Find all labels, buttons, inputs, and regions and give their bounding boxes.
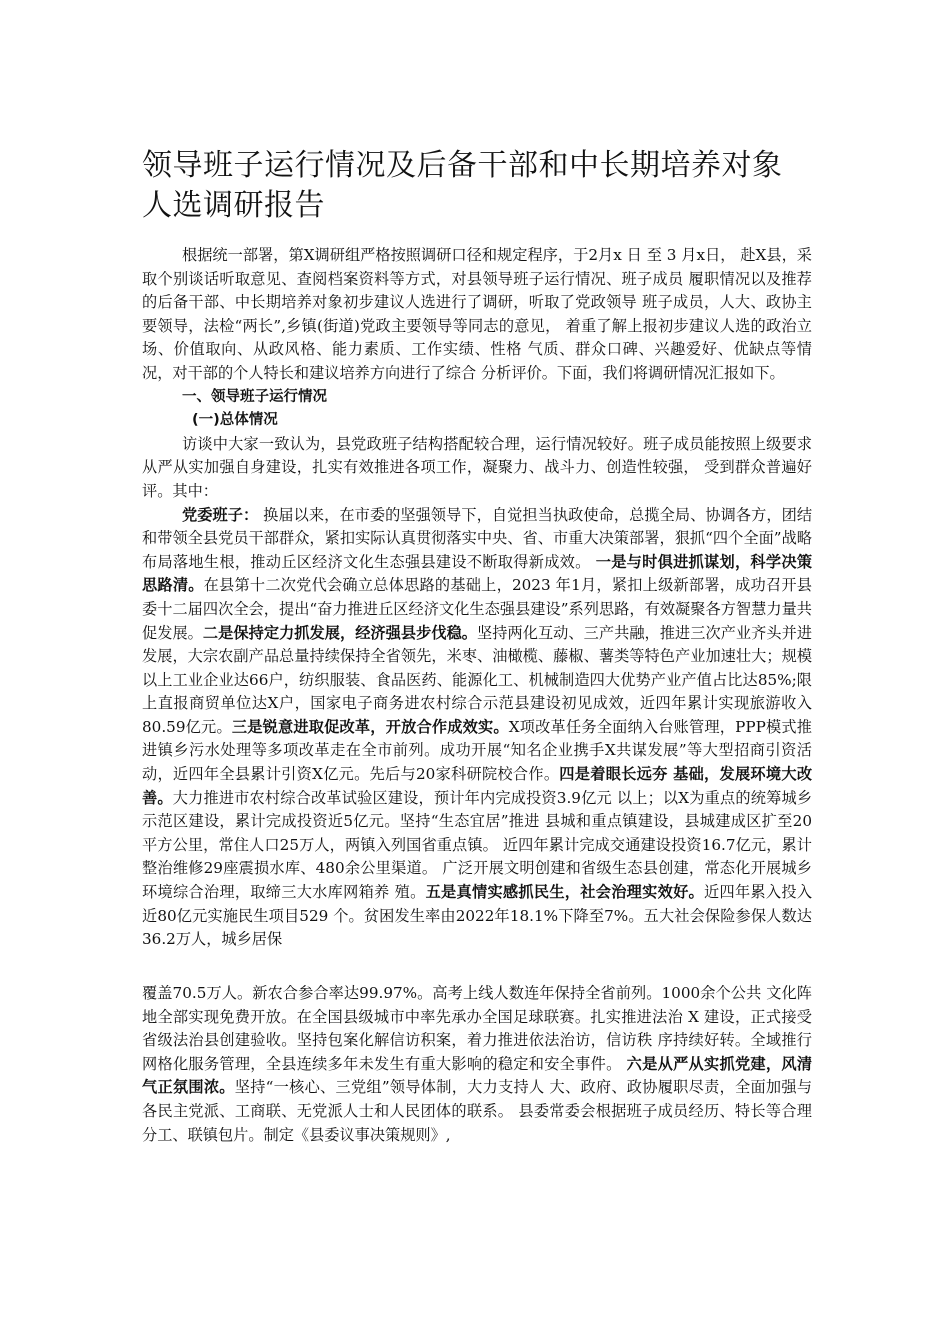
point-three-text: X项改革任务全面纳入台账管理，PPP模式推进镇乡污水处理等多项改革走在全市前列。成功开展“知名企业携手X共谋发展”等大型招商引资活动，近四年全县累计引资X亿元。先后与20家科研院校合作。 (142, 717, 812, 784)
point-one-text: 在县第十二次党代会确立总体思路的基础上，2023 年1月，紧扣上级新部署，成功召开县委十二届四次全会，提出“奋力推进丘区经济文化生态强县建设”系列思路，有效凝聚各方智慧力量共促发展。 (142, 576, 812, 642)
subsection-heading: (一)总体情况 (192, 412, 278, 429)
overview-paragraph: 访谈中大家一致认为，县党政班子结构搭配较合理，运行情况较好。班子成员能按照上级要求从严从实加强自身建设，扎实有效推进各项工作，凝聚力、战斗力、创造性较强， 受到群众普遍好评。其中： (142, 434, 812, 500)
section-heading: 一、领导班子运行情况 (182, 388, 327, 405)
report-body-part1 (142, 244, 812, 952)
point-two-text: 坚持两化互动、三产共融，推进三次产业齐头并进发展，大宗农副产品总量持续保持全省领先，米枣、油橄榄、藤椒、薯类等特色产业加速壮大；规模以上工业企业达66户，纺织服装、食品医药、能源化工、机械制造四大优势产业产值占比达85%;限上直报商贸单位达X户，国家电子商务进农村综合示范县建设初见成效，近四年累计实现旅游收入80.59亿元。 (142, 623, 813, 736)
point-three: 三是锐意进取促改革，开放合作成效实。 (231, 717, 509, 736)
point-one: 一是与时俱进抓谋划，科学决策思路清。 (142, 552, 813, 595)
point-five-text: 近四年累入投入近80亿元实施民生项目529 个。贫困发生率由2022年18.1%下降至7%。五大社会保险参保人数达36.2万人，城乡居保 (142, 883, 813, 949)
point-two: 二是保持定力抓发展，经济强县步伐稳。 (202, 623, 478, 642)
continuation-text: 覆盖70.5万人。新农合参合率达99.97%。高考上线人数连年保持全省前列。1000余个公共 文化阵地全部实现免费开放。在全国县级城市中率先承办全国足球联赛。扎实推进法治 X 建设，正式接受省级法治县创建验收。坚持包案化解信访积案，着力推进依法治访，信访秩 序持续好转。全域推行网格化服务管理，全县连续多年未发生有重大影响的稳定和安全事件。 (142, 984, 812, 1073)
continuation-paragraph (142, 982, 812, 1147)
point-four: 四是着眼长远夯 基础，发展环境大改善。 (142, 765, 813, 807)
point-six-text: 坚持“一核心、三党组”领导体制，大力支持人 大、政府、政协履职尽责，全面加强与各民主党派、工商联、无党派人士和人民团体的联系。 县委常委会根据班子成员经历、特长等合理分工、联镇包片。制定《县委议事决策规则》, (142, 1078, 813, 1144)
point-six: 六是从严从实抓党建，风清气正氛围浓。 (142, 1054, 813, 1097)
party-committee-text: 换届以来，在市委的坚强领导下，自觉担当执政使命，总揽全局、协调各方，团结和带领全县党员干部群众，紧扣实际认真贯彻落实中央、省、市重大决策部署，狠抓“四个全面”战略布局落地生根，推动丘区经济文化生态强县建设不断取得新成效。 (142, 505, 813, 571)
report-body-part2 (142, 982, 812, 1147)
point-four-text: 大力推进市农村综合改革试验区建设，预计年内完成投资3.9亿元 以上；以X为重点的统筹城乡示范区建设，累计完成投资近5亿元。坚持“生态宜居”推进 县城和重点镇建设，县城建成区扩至20平方公里，常住人口25万人，两镇入列国省重点镇。 近四年累计完成交通建设投资16.7亿元，累计整治维修29座震损水库、480余公里渠道。 广泛开展文明创建和省级生态县创建，常态化开展城乡环境综合治理，取缔三大水库网箱养 殖。 (142, 788, 813, 902)
party-committee-label: 党委班子： (182, 505, 259, 524)
document-title: 领导班子运行情况及后备干部和中长期培养对象人选调研报告 (142, 148, 783, 223)
intro-paragraph: 根据统一部署，第X调研组严格按照调研口径和规定程序，于2月x 日 至 3 月x日， 赴X县，采取个别谈话听取意见、查阅档案资料等方式，对县领导班子运行情况、班子成员 履职情况以及推荐的后备干部、中长期培养对象初步建议人选进行了调研，听取了党政领导 班子成员，人大、政协主要领导，法检“两长”,乡镇(街道)党政主要领导等同志的意见， 着重了解上报初步建议人选的政治立场、价值取向、从政风格、能力素质、工作实绩、性格 气质、群众口碑、兴趣爱好、优缺点等情况，对干部的个人特长和建议培养方向进行了综合 分析评价。下面，我们将调研情况汇报如下。 (142, 246, 812, 382)
party-committee-paragraph (142, 504, 812, 952)
point-five: 五是真情实感抓民生，社会治理实效好。 (425, 883, 705, 902)
